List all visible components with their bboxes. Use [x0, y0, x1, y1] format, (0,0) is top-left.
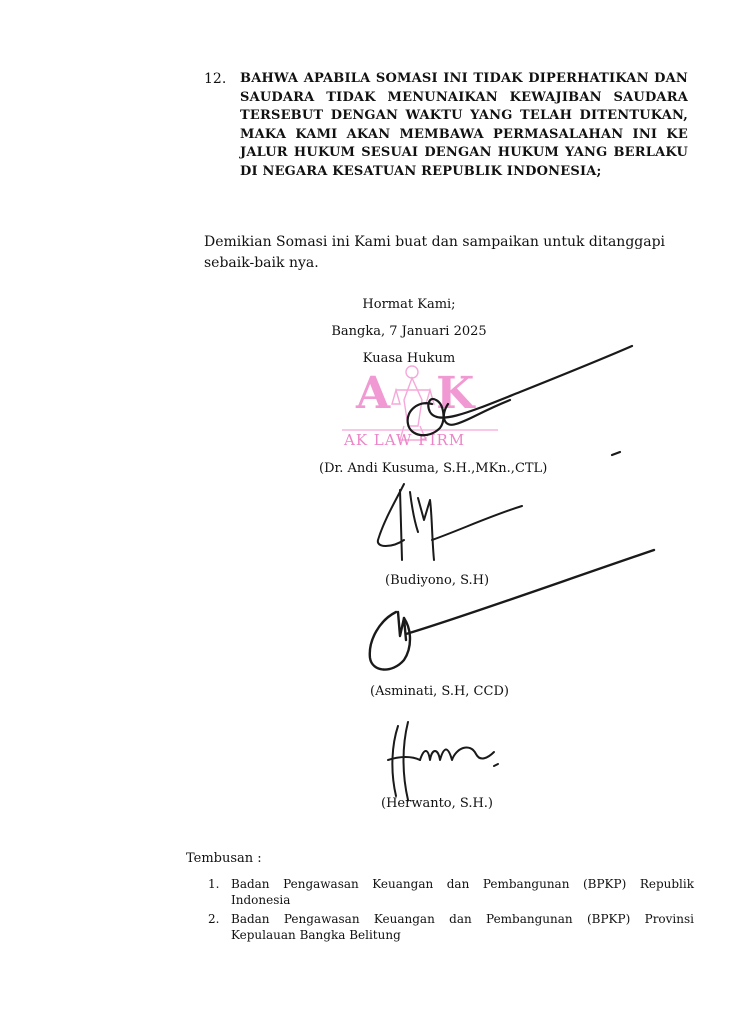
stamp-letters: AK	[356, 368, 521, 419]
point-12-number: 12.	[204, 71, 227, 87]
signatory-1-name: (Dr. Andi Kusuma, S.H.,MKn.,CTL)	[319, 461, 548, 476]
list-item	[208, 876, 694, 908]
signatory-4-name: (Herwanto, S.H.)	[381, 796, 493, 811]
point-12-text: BAHWA APABILA SOMASI INI TIDAK DIPERHATIKAN DAN SAUDARA TIDAK MENUNAIKAN KEWAJIBAN SAUDARA TERSEBUT DENGAN WAKTU YANG TELAH DITENTUKAN, MAKA KAMI AKAN MEMBAWA PERMASALAHAN INI KE JALUR HUKUM SESUAI DENGAN HUKUM YANG BERLAKU DI NEGARA KESATUAN REPUBLIK INDONESIA;	[240, 71, 688, 179]
greeting: Hormat Kami;	[362, 297, 456, 312]
list-item	[208, 911, 694, 943]
copies-label: Tembusan :	[186, 851, 262, 866]
copy-text: Badan Pengawasan Keuangan dan Pembangunan (BPKP) Republik Indonesia	[231, 877, 694, 907]
point-12	[204, 70, 688, 181]
place-date: Bangka, 7 Januari 2025	[331, 324, 487, 339]
copies-list	[208, 876, 694, 946]
closing-statement: Demikian Somasi ini Kami buat dan sampaikan untuk ditanggapi sebaik-baik nya.	[204, 234, 666, 271]
role-title: Kuasa Hukum	[362, 351, 456, 366]
copy-text: Badan Pengawasan Keuangan dan Pembangunan (BPKP) Provinsi Kepulauan Bangka Belitung	[231, 912, 694, 942]
copy-index: 2.	[208, 912, 220, 926]
copy-index: 1.	[208, 877, 220, 891]
signatory-2-name: (Budiyono, S.H)	[385, 573, 490, 588]
law-firm-stamp	[338, 360, 521, 460]
stamp-firm-name: AK LAW FIRM	[344, 431, 466, 449]
signatory-3-name: (Asminati, S.H, CCD)	[370, 684, 509, 699]
